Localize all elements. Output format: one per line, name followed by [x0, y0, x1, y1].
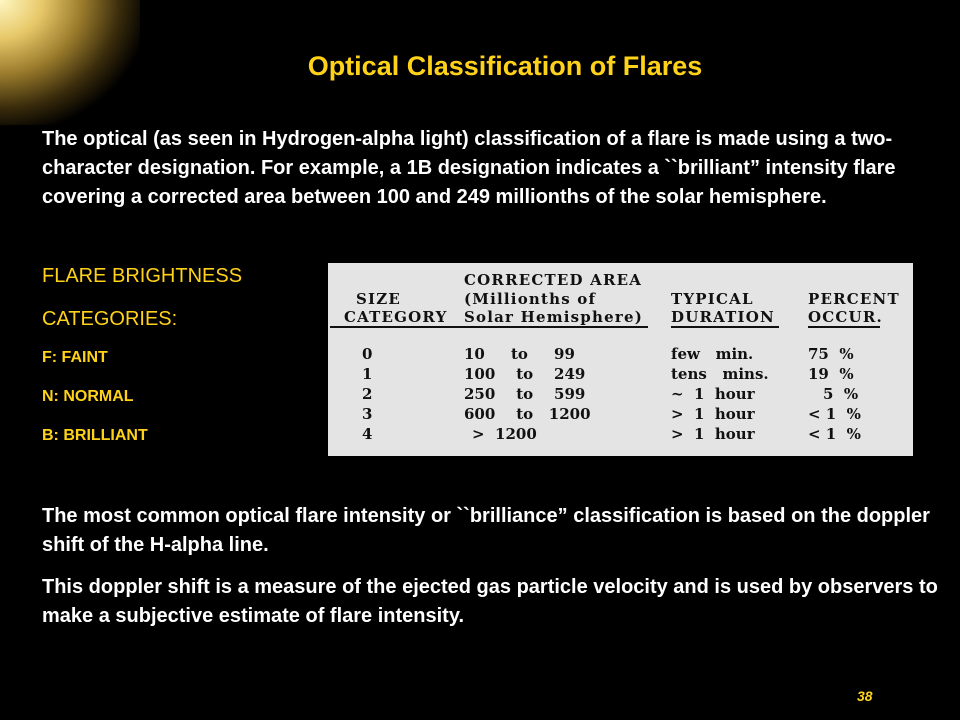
table-cell-percent: 19 % — [808, 365, 854, 383]
table-cell-category: 4 — [362, 425, 373, 443]
header-duration: DURATION — [671, 308, 775, 326]
header-percent: PERCENT — [808, 290, 900, 308]
velocity-text: This doppler shift is a measure of the ejected gas particle velocity and is used by observers to make a subjective estimate of flare intensity. — [42, 576, 938, 627]
header-solar-hemisphere: Solar Hemisphere) — [464, 308, 643, 326]
table-cell-category: 3 — [362, 405, 373, 423]
header-underline-duration — [671, 326, 779, 328]
doppler-text: The most common optical flare intensity or ``brilliance” classification is based on the doppler shift of the H-alpha line. — [42, 505, 930, 556]
slide-title: Optical Classification of Flares — [307, 51, 703, 81]
page-number: 38 — [857, 688, 873, 704]
doppler-paragraph — [42, 502, 942, 560]
table-cell-duration: > 1 hour — [671, 425, 755, 443]
table-cell-area: 100 to 249 — [464, 365, 586, 383]
table-cell-percent: < 1 % — [808, 405, 861, 423]
table-cell-area: 250 to 599 — [464, 385, 586, 403]
flare-size-table — [328, 263, 913, 456]
header-underline-left — [330, 326, 648, 328]
header-category: CATEGORY — [344, 308, 448, 326]
header-corrected-area: CORRECTED AREA — [464, 271, 643, 289]
category-brilliant: B: BRILLIANT — [42, 427, 148, 444]
table-cell-category: 2 — [362, 385, 373, 403]
table-cell-area: 10 to 99 — [464, 345, 575, 363]
table-cell-area: > 1200 — [472, 425, 537, 443]
categories-heading-line-2: CATEGORIES: — [42, 308, 178, 330]
table-cell-duration: tens mins. — [671, 365, 769, 383]
table-cell-percent: < 1 % — [808, 425, 861, 443]
table-cell-duration: > 1 hour — [671, 405, 755, 423]
table-cell-duration: few min. — [671, 345, 754, 363]
table-cell-percent: 5 % — [823, 385, 859, 403]
category-faint: F: FAINT — [42, 349, 108, 366]
categories-heading-line-1: FLARE BRIGHTNESS — [42, 265, 243, 287]
header-occur: OCCUR. — [808, 308, 883, 326]
header-underline-occur — [808, 326, 880, 328]
header-millionths: (Millionths of — [464, 290, 597, 308]
table-cell-area: 600 to 1200 — [464, 405, 591, 423]
table-cell-category: 0 — [362, 345, 373, 363]
header-typical: TYPICAL — [671, 290, 754, 308]
velocity-paragraph — [42, 573, 942, 631]
table-cell-duration: ~ 1 hour — [671, 385, 755, 403]
table-cell-category: 1 — [362, 365, 373, 383]
intro-paragraph — [42, 125, 942, 212]
header-size: SIZE — [356, 290, 402, 308]
intro-text: The optical (as seen in Hydrogen-alpha light) classification of a flare is made using a two-character designation. For example, a 1B designation indicates a ``brilliant” intensity flare covering a corrected area between 100 and 249 millionths of the solar hemisphere. — [42, 128, 896, 208]
table-cell-percent: 75 % — [808, 345, 854, 363]
category-normal: N: NORMAL — [42, 388, 134, 405]
